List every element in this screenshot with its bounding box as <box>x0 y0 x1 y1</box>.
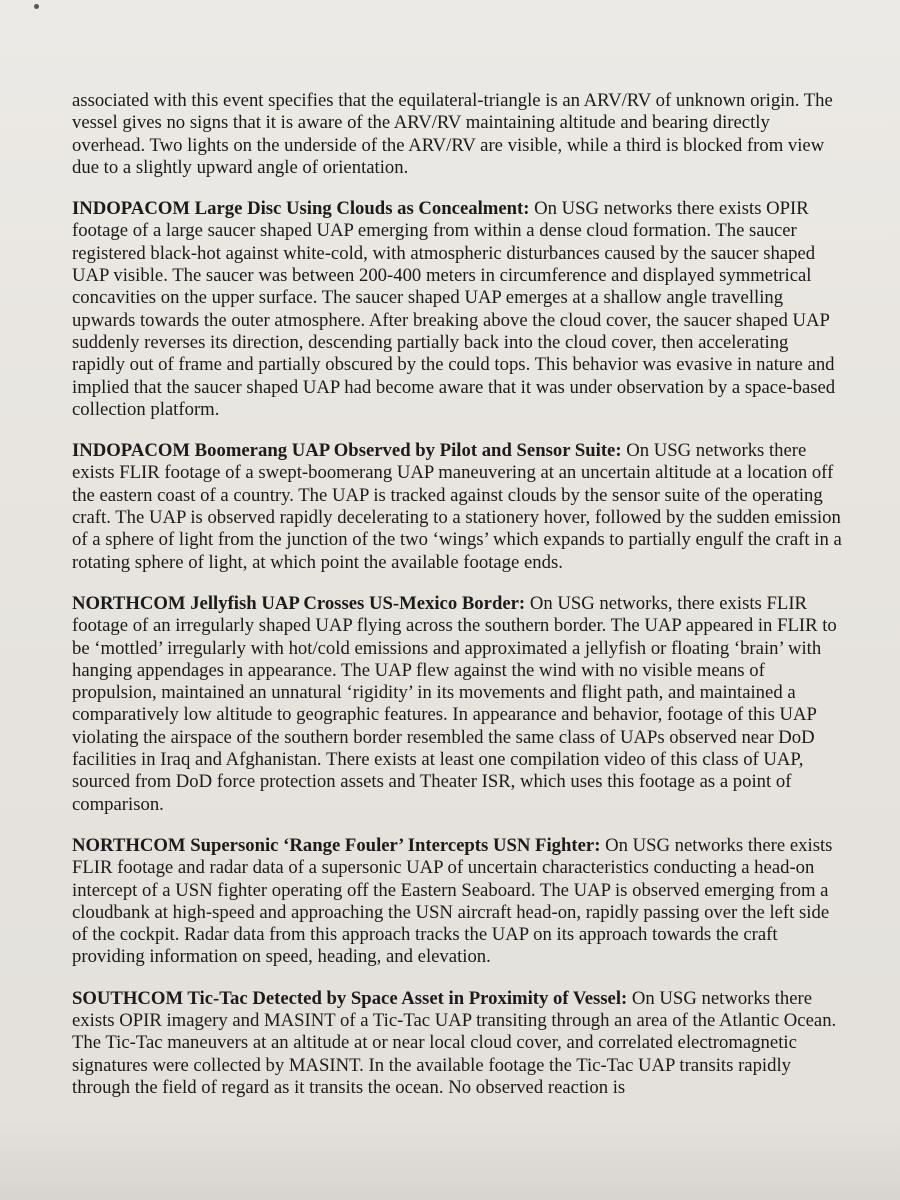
paragraph-text: On USG networks there exists OPIR footage of a large saucer shaped UAP emerging from within a dense cloud formation. The saucer registered black-hot against white-cold, with atmospheric disturbances caused by the saucer shaped UAP visible. The saucer was between 200-400 meters in circumference and displayed symmetrical concavities on the upper surface. The saucer shaped UAP emerges at a shallow angle travelling upwards towards the outer atmosphere. After breaking above the cloud cover, the saucer shaped UAP suddenly reverses its direction, descending partially back into the cloud cover, then accelerating rapidly out of frame and partially obscured by the could tops. This behavior was evasive in nature and implied that the saucer shaped UAP had become aware that it was under observation by a space-based collection platform. <box>72 198 836 420</box>
paragraph-text: On USG networks, there exists FLIR footage of an irregularly shaped UAP flying across the southern border. The UAP appeared in FLIR to be ‘mottled’ irregularly with hot/cold emissions and approximated a jellyfish or floating ‘brain’ with hanging appendages in appearance. The UAP flew against the wind with no visible means of propulsion, maintained an unnatural ‘rigidity’ in its movements and flight path, and maintained a comparatively low altitude to geographic features. In appearance and behavior, footage of this UAP violating the airspace of the southern border resembled the same class of UAPs observed near DoD facilities in Iraq and Afghanistan. There exists at least one compilation video of this class of UAP, sourced from DoD force protection assets and Theater ISR, which uses this footage as a point of comparison. <box>72 592 837 815</box>
paragraph-northcom-jellyfish <box>72 593 842 816</box>
paragraph-heading: NORTHCOM Jellyfish UAP Crosses US-Mexico Border: <box>72 592 530 614</box>
paragraph-heading: NORTHCOM Supersonic ‘Range Fouler’ Intercepts USN Fighter: <box>72 834 606 856</box>
paragraph-heading: INDOPACOM Large Disc Using Clouds as Concealment: <box>72 198 535 220</box>
paragraph-continuation <box>72 90 842 179</box>
punch-mark <box>34 4 39 9</box>
page-shadow <box>0 1120 900 1200</box>
paragraph-northcom-range-fouler <box>72 835 842 969</box>
paragraph-text: associated with this event specifies that the equilateral-triangle is an ARV/RV of unknown origin. The vessel gives no signs that it is aware of the ARV/RV maintaining altitude and bearing directly overhead. Two lights on the underside of the ARV/RV are visible, while a third is blocked from view due to a slightly upward angle of orientation. <box>72 90 833 178</box>
paragraph-heading: INDOPACOM Boomerang UAP Observed by Pilot and Sensor Suite: <box>72 440 627 462</box>
document-body <box>72 90 842 1118</box>
paragraph-heading: SOUTHCOM Tic-Tac Detected by Space Asset in Proximity of Vessel: <box>72 987 632 1009</box>
paragraph-indopacom-boomerang <box>72 440 842 574</box>
paragraph-text: On USG networks there exists FLIR footage of a swept-boomerang UAP maneuvering at an uncertain altitude at a location off the eastern coast of a country. The UAP is tracked against clouds by the sensor suite of the operating craft. The UAP is observed rapidly decelerating to a stationery hover, followed by the sudden emission of a sphere of light from the junction of the two ‘wings’ which expands to partially engulf the craft in a rotating sphere of light, at which point the available footage ends. <box>72 440 842 573</box>
paragraph-text: On USG networks there exists FLIR footage and radar data of a supersonic UAP of uncertain characteristics conducting a head-on intercept of a USN fighter operating off the Eastern Seaboard. The UAP is observed emerging from a cloudbank at high-speed and approaching the USN aircraft head-on, rapidly passing over the left side of the cockpit. Radar data from this approach tracks the UAP on its approach towards the craft providing information on speed, heading, and elevation. <box>72 834 833 968</box>
paragraph-text: On USG networks there exists OPIR imagery and MASINT of a Tic-Tac UAP transiting through an area of the Atlantic Ocean. The Tic-Tac maneuvers at an altitude at or near local cloud cover, and correlated electromagnetic signatures were collected by MASINT. In the available footage the Tic-Tac UAP transits rapidly through the field of regard as it transits the ocean. No observed reaction is <box>72 987 837 1098</box>
paragraph-indopacom-large-disc <box>72 198 842 421</box>
paragraph-southcom-tic-tac <box>72 988 842 1099</box>
